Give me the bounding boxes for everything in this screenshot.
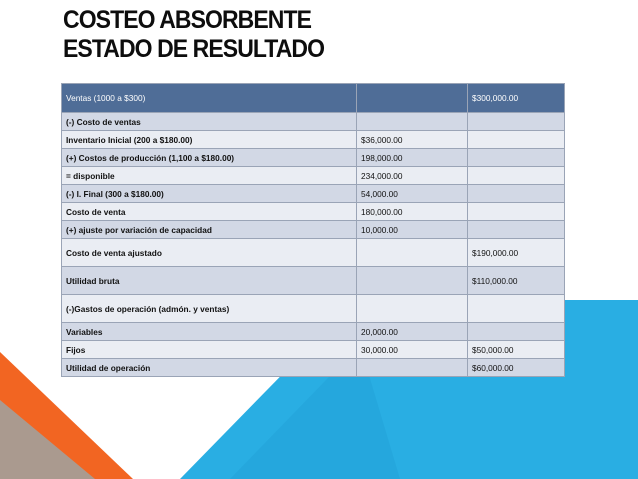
row-label: Utilidad bruta: [62, 267, 357, 295]
table-row: [62, 239, 565, 267]
row-value-1: 30,000.00: [357, 341, 468, 359]
table-row: [62, 221, 565, 239]
row-value-1: 198,000.00: [357, 149, 468, 167]
table-row: [62, 359, 565, 377]
row-value-2: [468, 203, 565, 221]
table-row: [62, 267, 565, 295]
row-value-1: [357, 359, 468, 377]
row-value-1: [357, 267, 468, 295]
row-value-1: $36,000.00: [357, 131, 468, 149]
row-label: (+) Costos de producción (1,100 a $180.00): [62, 149, 357, 167]
table-row: [62, 131, 565, 149]
table-row: [62, 323, 565, 341]
title-line-2: ESTADO DE RESULTADO: [63, 35, 325, 63]
table-row: [62, 149, 565, 167]
row-value-2: $190,000.00: [468, 239, 565, 267]
row-label: Variables: [62, 323, 357, 341]
table-row: [62, 295, 565, 323]
row-value-2: [468, 131, 565, 149]
row-value-1: [357, 84, 468, 113]
row-value-2: [468, 323, 565, 341]
row-label: (-) I. Final (300 a $180.00): [62, 185, 357, 203]
row-label: Fijos: [62, 341, 357, 359]
row-value-2: [468, 113, 565, 131]
row-value-1: 54,000.00: [357, 185, 468, 203]
row-value-2: [468, 185, 565, 203]
row-label: (-) Costo de ventas: [62, 113, 357, 131]
table-row: [62, 185, 565, 203]
table-row: [62, 84, 565, 113]
row-label: Inventario Inicial (200 a $180.00): [62, 131, 357, 149]
row-value-1: [357, 295, 468, 323]
row-value-1: [357, 239, 468, 267]
row-label: Costo de venta ajustado: [62, 239, 357, 267]
table-row: [62, 341, 565, 359]
row-label: (-)Gastos de operación (admón. y ventas): [62, 295, 357, 323]
row-value-2: [468, 221, 565, 239]
income-statement-table: [61, 83, 565, 377]
row-value-2: [468, 149, 565, 167]
row-value-2: [468, 295, 565, 323]
row-value-1: 20,000.00: [357, 323, 468, 341]
row-label: Ventas (1000 a $300): [62, 84, 357, 113]
row-label: Costo de venta: [62, 203, 357, 221]
row-value-2: $110,000.00: [468, 267, 565, 295]
row-label: Utilidad de operación: [62, 359, 357, 377]
row-value-1: 10,000.00: [357, 221, 468, 239]
row-value-1: 234,000.00: [357, 167, 468, 185]
slide-title: [63, 6, 324, 64]
table-row: [62, 203, 565, 221]
row-value-2: $60,000.00: [468, 359, 565, 377]
row-value-1: [357, 113, 468, 131]
row-value-2: [468, 167, 565, 185]
row-label: (+) ajuste por variación de capacidad: [62, 221, 357, 239]
row-label: = disponible: [62, 167, 357, 185]
table-row: [62, 113, 565, 131]
row-value-2: $300,000.00: [468, 84, 565, 113]
row-value-1: 180,000.00: [357, 203, 468, 221]
table-row: [62, 167, 565, 185]
title-line-1: COSTEO ABSORBENTE: [63, 6, 312, 34]
row-value-2: $50,000.00: [468, 341, 565, 359]
